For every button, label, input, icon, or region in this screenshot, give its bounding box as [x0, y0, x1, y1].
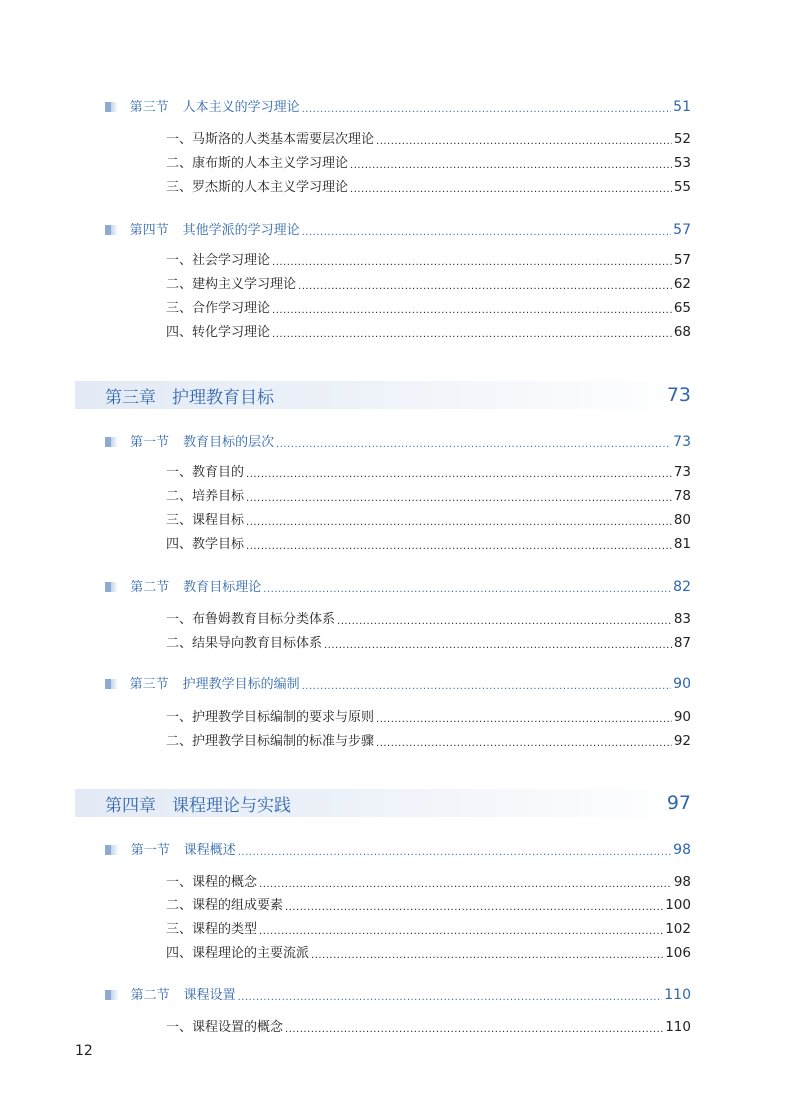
chapter-number: 第三章: [105, 387, 156, 408]
item-page-number: 52: [673, 131, 691, 147]
toc-item: [166, 128, 691, 147]
item-page-number: 98: [673, 874, 691, 890]
section-title: 其他学派的学习理论: [182, 223, 300, 238]
item-title: 四、转化学习理论: [166, 325, 271, 340]
leader-dots: [276, 440, 671, 450]
item-title: 一、教育目的: [166, 465, 245, 480]
toc-item: [166, 273, 691, 292]
leader-dots: [298, 282, 672, 292]
section-number: 第四节: [129, 223, 169, 238]
toc-item: [166, 297, 691, 316]
chapter-title: 护理教育目标: [172, 387, 274, 408]
item-title: 一、马斯洛的人类基本需要层次理论: [166, 132, 375, 147]
item-page-number: 81: [673, 536, 691, 552]
item-page-number: 55: [673, 179, 691, 195]
item-page-number: 62: [673, 276, 691, 292]
item-title: 一、护理教学目标编制的要求与原则: [166, 710, 375, 725]
item-page-number: 92: [673, 733, 691, 749]
section-page-number: 110: [664, 987, 691, 1003]
section-title: 教育目标理论: [183, 580, 262, 595]
toc-section: [105, 673, 691, 692]
toc-item: [166, 918, 691, 937]
toc-section: [105, 431, 691, 450]
section-marker-icon: [105, 845, 119, 855]
leader-dots: [337, 617, 672, 627]
leader-dots: [272, 258, 672, 268]
toc-section: [105, 219, 691, 238]
item-page-number: 78: [673, 488, 691, 504]
page-number: 12: [75, 1043, 93, 1059]
leader-dots: [350, 161, 672, 171]
leader-dots: [246, 542, 672, 552]
chapter-title: 课程理论与实践: [172, 795, 291, 816]
item-title: 一、课程的概念: [166, 875, 258, 890]
toc-item: [166, 894, 691, 913]
item-title: 四、课程理论的主要流派: [166, 946, 310, 961]
leader-dots: [302, 105, 672, 115]
item-title: 二、结果导向教育目标体系: [166, 636, 323, 651]
section-marker-icon: [105, 990, 119, 1000]
item-page-number: 68: [673, 324, 691, 340]
section-title: 人本主义的学习理论: [182, 100, 300, 115]
leader-dots: [350, 185, 672, 195]
toc-chapter: [75, 381, 691, 409]
leader-dots: [263, 585, 671, 595]
section-title: 课程设置: [183, 988, 236, 1003]
toc-item: [166, 485, 691, 504]
section-marker-icon: [105, 437, 118, 447]
toc-chapter: [75, 789, 691, 817]
toc-section: [105, 984, 691, 1003]
item-page-number: 87: [673, 635, 691, 651]
toc-item: [166, 871, 691, 890]
item-title: 三、课程的类型: [166, 922, 258, 937]
section-marker-icon: [105, 102, 118, 112]
toc-item: [166, 249, 691, 268]
leader-dots: [246, 470, 672, 480]
item-title: 二、康布斯的人本主义学习理论: [166, 156, 349, 171]
section-number: 第一节: [130, 435, 170, 450]
item-page-number: 65: [673, 300, 691, 316]
item-page-number: 73: [673, 464, 691, 480]
toc-item: [166, 632, 691, 651]
leader-dots: [324, 641, 672, 651]
section-number: 第一节: [130, 843, 170, 858]
leader-dots: [238, 848, 671, 858]
item-page-number: 106: [665, 945, 691, 961]
leader-dots: [285, 1025, 663, 1035]
leader-dots: [272, 306, 672, 316]
item-title: 二、建构主义学习理论: [166, 277, 297, 292]
toc-item: [166, 608, 691, 627]
section-title: 护理教学目标的编制: [182, 677, 300, 692]
section-page-number: 51: [673, 99, 691, 115]
toc-item: [166, 461, 691, 480]
item-title: 三、罗杰斯的人本主义学习理论: [166, 180, 349, 195]
item-page-number: 53: [673, 155, 691, 171]
toc-item: [166, 533, 691, 552]
toc-item: [166, 706, 691, 725]
item-page-number: 90: [673, 709, 691, 725]
item-title: 四、教学目标: [166, 537, 245, 552]
item-page-number: 102: [665, 921, 691, 937]
leader-dots: [238, 993, 663, 1003]
leader-dots: [246, 494, 672, 504]
leader-dots: [285, 903, 663, 913]
leader-dots: [246, 518, 672, 528]
leader-dots: [272, 330, 672, 340]
item-page-number: 100: [665, 897, 691, 913]
leader-dots: [259, 880, 672, 890]
section-page-number: 90: [673, 676, 691, 692]
leader-dots: [376, 739, 672, 749]
item-title: 三、课程目标: [166, 513, 245, 528]
item-title: 二、护理教学目标编制的标准与步骤: [166, 734, 375, 749]
section-page-number: 73: [673, 434, 691, 450]
chapter-page-number: 97: [666, 792, 691, 814]
chapter-number: 第四章: [105, 795, 156, 816]
item-page-number: 57: [673, 252, 691, 268]
section-marker-icon: [105, 582, 118, 592]
section-number: 第二节: [130, 988, 170, 1003]
item-title: 一、布鲁姆教育目标分类体系: [166, 612, 336, 627]
section-title: 课程概述: [183, 843, 236, 858]
section-number: 第三节: [129, 100, 169, 115]
item-title: 一、社会学习理论: [166, 253, 271, 268]
item-title: 一、课程设置的概念: [166, 1020, 284, 1035]
toc-item: [166, 942, 691, 961]
section-marker-icon: [105, 225, 118, 235]
toc-section: [105, 576, 691, 595]
section-title: 教育目标的层次: [183, 435, 275, 450]
leader-dots: [311, 951, 663, 961]
section-number: 第二节: [130, 580, 170, 595]
section-marker-icon: [105, 679, 118, 689]
item-title: 二、培养目标: [166, 489, 245, 504]
item-page-number: 80: [673, 512, 691, 528]
toc-section: [105, 96, 691, 115]
toc-item: [166, 152, 691, 171]
item-page-number: 83: [673, 611, 691, 627]
section-page-number: 98: [673, 842, 691, 858]
toc-item: [166, 730, 691, 749]
leader-dots: [376, 137, 672, 147]
item-title: 二、课程的组成要素: [166, 898, 284, 913]
section-page-number: 57: [673, 222, 691, 238]
leader-dots: [376, 715, 672, 725]
toc-item: [166, 1016, 691, 1035]
section-page-number: 82: [673, 579, 691, 595]
leader-dots: [302, 682, 672, 692]
leader-dots: [302, 228, 672, 238]
toc-section: [105, 839, 691, 858]
item-title: 三、合作学习理论: [166, 301, 271, 316]
section-number: 第三节: [129, 677, 169, 692]
chapter-page-number: 73: [666, 384, 691, 406]
toc-item: [166, 176, 691, 195]
leader-dots: [259, 927, 663, 937]
item-page-number: 110: [665, 1019, 691, 1035]
toc-item: [166, 509, 691, 528]
toc-item: [166, 321, 691, 340]
